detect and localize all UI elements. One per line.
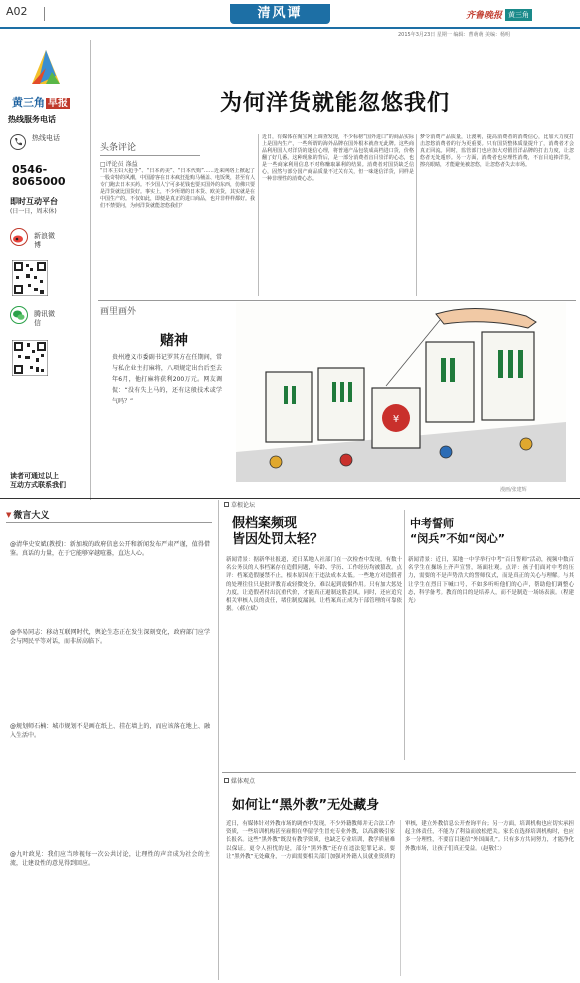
hotline-title: 热线服务电话 bbox=[8, 115, 56, 124]
cartoon-column: 画里画外 bbox=[100, 307, 137, 317]
lead-headline: 为何洋货就能忽悠我们 bbox=[219, 91, 450, 116]
forum-label-icon bbox=[224, 502, 229, 507]
masthead-divider bbox=[44, 7, 45, 21]
masthead-rule bbox=[0, 27, 580, 29]
platform-title: 即时互动平台 bbox=[10, 197, 58, 206]
mid-rule bbox=[0, 498, 580, 499]
svg-text:¥: ¥ bbox=[392, 414, 400, 425]
lead-byline: □评论员 涤益 bbox=[100, 161, 138, 168]
feature-label-icon bbox=[224, 778, 229, 783]
paper-logo bbox=[466, 8, 532, 21]
weibo-qr-icon bbox=[12, 260, 48, 296]
inside-item: @规划师石楠：城市规划不是画在纸上、挂在墙上的，而应该落在地上、融入生活中。 bbox=[10, 723, 210, 739]
cartoon-author: 漫画/张建辉 bbox=[500, 487, 527, 493]
weixin-label: 腾讯微信 bbox=[34, 310, 55, 327]
forum-body-1: 新闻背景：据新华社报道，近日某地人社部门在一次检查中发现，有数十名公务员的人事档案存在造假问题，年龄、学历、工作经历均被篡改。点评：档案造假屡禁不止，根本原因在于违法成本太低。一些地方对造假者的处理往往只是批评教育或轻微处分，难以起到震慑作用。只有加大惩处力度，让造假者付出沉重代价，才能真正遏制这股歪风。同时，还应追究相关审核人员的责任，堵住制度漏洞，让档案真正成为干部管理的可靠依据。（郝立斌） bbox=[226, 557, 402, 613]
brand-name bbox=[12, 94, 70, 110]
hotline-number-b: 8065000 bbox=[12, 175, 66, 188]
forum-label bbox=[224, 500, 255, 509]
platform-hours: (日一日，周末休) bbox=[10, 208, 57, 215]
forum-body-2: 新闻背景：近日，某地一中学举行中考“百日誓师”活动，视频中数百名学生在操场上齐声宣誓，场面壮观。点评：孩子们面对中考的压力，需要的不是声势浩大的誓师仪式，而是真正的关心与理解。与其让学生在烈日下喊口号，不如多听听他们的心声，帮助他们调整心态，科学备考。教育的目的是培养人，而不是制造一场场表演。（程建光） bbox=[408, 557, 574, 605]
sidebar-divider bbox=[90, 40, 91, 500]
inside-item: @九叶政见：我们应当珍视每一次公共讨论，让理性的声音成为社会的主流，让建设性的意见得到回应。 bbox=[10, 851, 210, 867]
cartoon-title: 赌神 bbox=[160, 333, 188, 349]
section-banner bbox=[230, 4, 330, 24]
lead-column-1: “日本主妇大抢手”、“日本药美”、“日本代购”……近来网络上掀起了一股奇特的风潮，中国游客在日本疯狂抢购马桶盖、电饭煲，甚至有人专门跑去日本买药。不少国人宁可多花钱也要买国外的东西，仿佛只要是洋货就比国货好。事实上，不少所谓的日本货、欧美货，其实就是在中国生产的。不仅如此，即便是真正的进口商品，也并非样样都好。我们不禁要问，为何洋货就能忽悠我们？ bbox=[100, 168, 255, 209]
paper-name: 齐鲁晚报 bbox=[466, 11, 503, 21]
hotline-number-a: 0546- bbox=[12, 163, 48, 176]
lead-column-3: 梦令消费产品质量，让渡利，提高消费者的消费信心，比加大力度打击忽悠消费者的行为更重要。只有国货整体质量提升了，消费者才会真正回流。同时，监管部门也应加大对假冒洋品牌的打击力度，让忽悠者无处遁形。另一方面，消费者也应理性消费，不盲目追捧洋货，擦亮眼睛，才能避免被忽悠，让忽悠者失去市场。 bbox=[420, 134, 574, 168]
cartoon-top-rule bbox=[98, 300, 576, 301]
inside-label-icon: ▼ bbox=[6, 510, 12, 519]
inside-item: @李易同志：移动互联网时代，舆论生态正在发生深刻变化，政府部门应学会与网民平等对话，而非居高临下。 bbox=[10, 629, 210, 645]
feature-label bbox=[224, 776, 255, 785]
weibo-icon bbox=[10, 228, 28, 246]
feature-headline: 如何让“黑外教”无处藏身 bbox=[232, 798, 380, 813]
weixin-icon bbox=[10, 306, 28, 324]
left-col-divider bbox=[218, 500, 219, 980]
lead-col-divider-1 bbox=[258, 134, 259, 296]
section-title: 清风谭 bbox=[257, 6, 303, 21]
lead-column-name: 头条评论 bbox=[100, 143, 137, 153]
sidebar-footer bbox=[10, 472, 66, 490]
hotline-label: 热线电话 bbox=[32, 134, 60, 142]
lead-column-rule bbox=[100, 155, 200, 156]
forum-headline-2b: “闵兵”不如“闵心” bbox=[410, 532, 505, 545]
sidebar bbox=[4, 40, 90, 500]
hotline-number bbox=[12, 164, 66, 188]
feature-body: 近日，有媒体针对外教市场的调查中发现，不少外籍教师并无合法工作资质，一些培训机构甚至雇佣在华留学生冒充专业外教，以高薪吸引家长报名。这些“黑外教”既没有教学资质，也缺乏专业培训，教学质量难以保证。更令人担忧的是，部分“黑外教”还存在违法犯罪记录。要让“黑外教”无处藏身，一方面需要相关部门加强对外籍人员就业资质的审核，建立外教信息公开查询平台；另一方面，培训机构也应切实承担起主体责任，不能为了利益而放松把关。家长在选择培训机构时，也应多一分理性，不要盲目迷信“外国面孔”。只有多方共同努力，才能净化外教市场，让孩子们真正受益。（赵敬仁） bbox=[226, 821, 574, 860]
paper-badge: 黄三角 bbox=[505, 9, 532, 21]
weixin-qr-icon bbox=[12, 340, 48, 376]
phone-icon bbox=[10, 134, 26, 150]
forum-headline-2a: 中考誓师 bbox=[410, 517, 454, 530]
weibo-label: 新浪微博 bbox=[34, 232, 55, 249]
brand-logo-icon bbox=[26, 48, 66, 90]
brand-tag: 早报 bbox=[48, 98, 68, 109]
lead-column-2: 近日，有媒体在淘宝网上调查发现，不少标榜“国外进口”的商品实际上是国内生产，一些所谓的海外品牌在国外根本就查无此牌。这些商品利用国人对洋货的迷信心理，将普通产品包装成高档进口货，价格翻了好几番。这种现象的背后，是一部分消费者盲目崇洋的心态，也是一些商家利用信息不对称赚取暴利的结果。消费者对国货缺乏信心，固然与部分国产商品质量不过关有关，但一味迷信洋货，同样是一种非理性的消费心态。 bbox=[262, 134, 414, 182]
sidebar-footer-a: 读者可通过以上 bbox=[10, 472, 59, 480]
lead-column-tag bbox=[100, 140, 260, 168]
forum-headline-1b: 皆因处罚太轻？ bbox=[232, 532, 324, 547]
cartoon-illustration bbox=[236, 302, 566, 482]
forum-headline-1a: 假档案频现 bbox=[232, 516, 298, 531]
forum-headline-2 bbox=[410, 516, 505, 546]
sidebar-footer-b: 互动方式联系我们 bbox=[10, 481, 66, 489]
forum-col-divider bbox=[404, 510, 405, 760]
inside-label bbox=[6, 508, 216, 521]
lead-col-divider-2 bbox=[416, 134, 417, 296]
brand-text: 黄三角 bbox=[12, 96, 45, 109]
page-number: A02 bbox=[6, 5, 28, 18]
inside-label-text: 微言大义 bbox=[13, 511, 50, 521]
inside-label-rule bbox=[6, 522, 212, 523]
forum-headline-1 bbox=[232, 516, 323, 548]
feature-label-text: 媒体观点 bbox=[231, 778, 256, 785]
forum-label-text: 草根论坛 bbox=[231, 502, 256, 509]
feature-top-rule bbox=[222, 772, 576, 773]
date-line: 2015年3月23日 星期一 编辑：曹萌萌 美编：杨明 bbox=[398, 32, 511, 38]
cartoon-caption: 贵州遵义市委副书记罗其方在任期间，常与私企业主打麻将，八项规定出台后至去年6月，他打麻将获利200万元。网友调侃：“没有失上马的，还有这般技术或学气吗？” bbox=[112, 354, 222, 405]
inside-item: @清华史安斌(教授)：新加坡的政府信息公开和新闻发布严肃严谨，值得借鉴。真话的力量，在于它能够穿越喧嚣，直达人心。 bbox=[10, 541, 210, 557]
